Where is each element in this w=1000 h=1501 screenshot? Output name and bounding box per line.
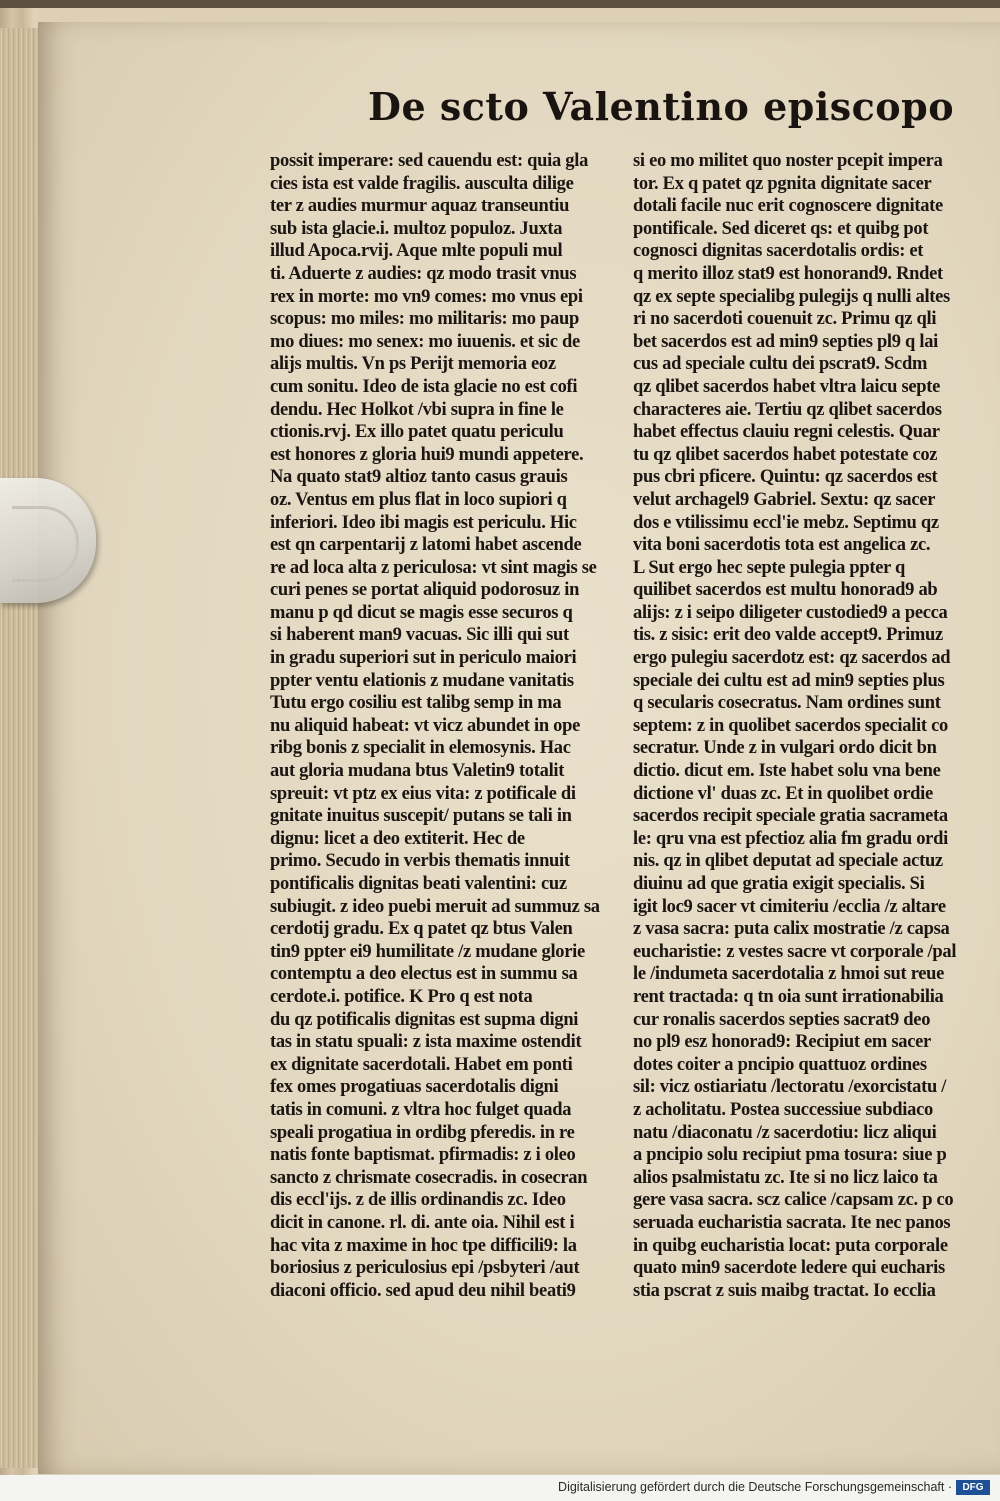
- text-line: septem: z in quolibet sacerdos specialit co: [633, 715, 948, 736]
- text-line: dos e vtilissimu eccl'ie mebz. Septimu qz: [633, 512, 939, 533]
- footer-bar: [0, 1475, 1000, 1501]
- text-line: possit imperare: sed cauendu est: quia gla: [270, 151, 589, 171]
- text-line: quato min9 sacerdote ledere qui eucharis: [633, 1258, 945, 1279]
- text-line: dicit in canone. rl. di. ante oia. Nihil est i: [270, 1212, 575, 1233]
- text-line: re ad loca alta z periculosa: vt sint magis se: [270, 557, 597, 578]
- book-page: [38, 22, 1000, 1474]
- text-line: secratur. Unde z in vulgari ordo dicit bn: [633, 738, 937, 759]
- text-line: primo. Secudo in verbis thematis innuit: [270, 851, 570, 872]
- text-line: alijs: z i seipo diligeter custodied9 a pecca: [633, 602, 948, 623]
- text-line: cerdotij gradu. Ex q patet qz btus Valen: [270, 919, 573, 940]
- text-line: q secularis cosecratus. Nam ordines sunt: [633, 693, 941, 714]
- text-line: aut gloria mudana btus Valetin9 totalit: [270, 761, 565, 782]
- book-spread: [0, 8, 1000, 1478]
- text-line: pontificalis dignitas beati valentini: cuz: [270, 874, 567, 894]
- text-line: scopus: mo miles: mo militaris: mo paup: [270, 309, 579, 330]
- text-line: alijs multis. Vn ps Perijt memoria eoz: [270, 354, 556, 375]
- right-text-column: [633, 150, 978, 1302]
- text-line: nis. qz in qlibet deputat ad speciale actuz: [633, 851, 943, 872]
- text-line: cognosci dignitas sacerdotalis ordis: et: [633, 241, 924, 262]
- text-line: pus cbri pficere. Quintu: qz sacerdos est: [633, 467, 938, 488]
- text-line: si eo mo militet quo noster pcepit impera: [633, 151, 943, 171]
- text-line: tas in statu spuali: z ista maxime ostendit: [270, 1032, 582, 1053]
- text-line: cur ronalis sacerdos septies sacrat9 deo: [633, 1009, 931, 1030]
- text-line: q merito illoz stat9 est honorand9. Rndet: [633, 263, 943, 284]
- text-line: seruada eucharistia sacrata. Ite nec panos: [633, 1212, 951, 1233]
- text-line: est honores z gloria hui9 mundi appetere.: [270, 444, 584, 465]
- text-line: ex dignitate sacerdotali. Habet em ponti: [270, 1054, 573, 1075]
- text-line: in quibg eucharistia locat: puta corporale: [633, 1235, 948, 1256]
- text-line: du qz potificalis dignitas est supma digni: [270, 1009, 579, 1030]
- text-line: speciale dei cultu est ad min9 septies plus: [633, 670, 945, 691]
- text-line: habet effectus clauiu regni celestis. Quar: [633, 422, 940, 443]
- text-line: sacerdos recipit speciale gratia sacrameta: [633, 806, 948, 827]
- running-title: De scto Valentino episcopo: [368, 84, 955, 129]
- text-line: tin9 ppter ei9 humilitate /z mudane glorie: [270, 941, 585, 962]
- text-line: dotes coiter a pncipio quattuoz ordines: [633, 1054, 927, 1075]
- text-line: natu /diaconatu /z sacerdotiu: licz aliqui: [633, 1122, 937, 1143]
- text-line: inferiori. Ideo ibi magis est periculu. Hic: [270, 512, 577, 533]
- text-line: no pl9 esz honorad9: Recipiut em sacer: [633, 1032, 931, 1053]
- text-line: z acholitatu. Postea successiue subdiaco: [633, 1099, 933, 1120]
- text-line: bet sacerdos est ad min9 septies pl9 q lai: [633, 331, 938, 352]
- text-line: sub ista glacie.i. multoz populoz. Juxta: [270, 218, 563, 239]
- text-line: qz ex septe specialibg pulegijs q nulli altes: [633, 286, 950, 307]
- text-line: diuinu ad que gratia exigit specialis. Si: [633, 874, 925, 894]
- text-line: si haberent man9 vacuas. Sic illi qui sut: [270, 625, 569, 646]
- text-line: tis. z sisic: erit deo valde accept9. Primuz: [633, 625, 943, 646]
- text-line: subiugit. z ideo puebi meruit ad summuz sa: [270, 896, 600, 917]
- text-line: ti. Aduerte z audies: qz modo trasit vnus: [270, 263, 577, 284]
- funding-notice: Digitalisierung gefördert durch die Deutsche Forschungsgemeinschaft ·: [558, 1480, 952, 1494]
- text-line: curi penes se portat aliquid podorosuz in: [270, 580, 580, 601]
- text-line: velut archagel9 Gabriel. Sextu: qz sacer: [633, 489, 936, 510]
- text-line: in gradu superiori sut in periculo maiori: [270, 648, 577, 669]
- text-line: characteres aie. Tertiu qz qlibet sacerdos: [633, 399, 942, 420]
- text-line: pontificale. Sed diceret qs: et quibg pot: [633, 218, 929, 239]
- text-line: est qn carpentarij z latomi habet ascende: [270, 535, 582, 556]
- text-line: le: qru vna est pfectioz alia fm gradu ordi: [633, 828, 948, 849]
- page-edges: [0, 28, 40, 1468]
- text-line: rent tractada: q tn oia sunt irrationabilia: [633, 986, 944, 1007]
- text-line: rex in morte: mo vn9 comes: mo vnus epi: [270, 286, 583, 307]
- text-line: cum sonitu. Ideo de ista glacie no est cofi: [270, 376, 578, 397]
- text-line: a pncipio solu recipiut pma tosura: siue p: [633, 1145, 947, 1166]
- text-line: tor. Ex q patet qz pgnita dignitate sacer: [633, 173, 932, 194]
- text-line: dignu: licet a deo extiterit. Hec de: [270, 828, 525, 849]
- text-line: fex omes progatiuas sacerdotalis digni: [270, 1077, 559, 1098]
- text-line: sancto z chrismate cosecradis. in cosecran: [270, 1167, 588, 1188]
- text-line: ter z audies murmur aquaz transeuntiu: [270, 196, 570, 217]
- text-line: ribg bonis z specialit in elemosynis. Hac: [270, 738, 571, 759]
- text-line: stia pscrat z suis maibg tractat. Io ecclia: [633, 1280, 936, 1301]
- text-line: vita boni sacerdotis tota est angelica zc.: [633, 535, 931, 556]
- text-line: tu qz qlibet sacerdos habet potestate coz: [633, 444, 938, 465]
- text-line: speali progatiua in ordibg pferedis. in re: [270, 1122, 575, 1143]
- text-line: cies ista est valde fragilis. ausculta dilige: [270, 173, 574, 194]
- text-line: eucharistie: z vestes sacre vt corporale /pal: [633, 941, 957, 962]
- text-line: igit loc9 sacer vt cimiteriu /ecclia /z altare: [633, 896, 946, 917]
- text-line: boriosius z periculosius epi /psbyteri /aut: [270, 1258, 580, 1279]
- left-text-column: [270, 150, 615, 1302]
- text-line: dendu. Hec Holkot /vbi supra in fine le: [270, 399, 564, 420]
- text-line: nu aliquid habeat: vt vicz abundet in ope: [270, 715, 580, 736]
- text-line: gnitate inuitus suscepit/ putans se tali in: [270, 806, 572, 827]
- text-line: Na quato stat9 altioz tanto casus grauis: [270, 467, 568, 488]
- text-line: illud Apoca.rvij. Aque mlte populi mul: [270, 241, 563, 262]
- text-line: manu p qd dicut se magis esse securos q: [270, 602, 573, 623]
- text-line: dictione vl' duas zc. Et in quolibet ordie: [633, 783, 933, 804]
- text-line: Tutu ergo cosiliu est talibg semp in ma: [270, 693, 562, 714]
- paper-clip-loop: [12, 506, 79, 582]
- text-line: quilibet sacerdos est multu honorad9 ab: [633, 580, 938, 601]
- dfg-logo: DFG: [956, 1480, 990, 1495]
- text-line: ri no sacerdoti couenuit zc. Primu qz qli: [633, 309, 937, 330]
- text-line: contemptu a deo electus est in summu sa: [270, 964, 578, 985]
- text-line: dis eccl'ijs. z de illis ordinandis zc. Ideo: [270, 1190, 566, 1211]
- text-line: cerdote.i. potifice. K Pro q est nota: [270, 986, 533, 1007]
- text-line: spreuit: vt ptz ex eius vita: z potificale di: [270, 783, 576, 804]
- text-line: mo diues: mo senex: mo iuuenis. et sic de: [270, 331, 580, 352]
- text-line: alios psalmistatu zc. Ite si no licz laico ta: [633, 1167, 938, 1188]
- text-line: z vasa sacra: puta calix mostratie /z capsa: [633, 919, 950, 940]
- text-line: sil: vicz ostiariatu /lectoratu /exorcistatu /: [633, 1077, 947, 1098]
- text-line: ergo pulegiu sacerdotz est: qz sacerdos ad: [633, 648, 951, 669]
- text-line: cus ad speciale cultu dei pscrat9. Scdm: [633, 354, 928, 375]
- text-line: dictio. dicut em. Iste habet solu vna bene: [633, 761, 941, 782]
- text-line: ppter ventu elationis z mudane vanitatis: [270, 670, 574, 691]
- text-line: tatis in comuni. z vltra hoc fulget quada: [270, 1099, 572, 1120]
- text-line: le /indumeta sacerdotalia z hmoi sut reue: [633, 964, 945, 985]
- text-line: ctionis.rvj. Ex illo patet quatu periculu: [270, 422, 564, 443]
- text-line: hac vita z maxime in hoc tpe difficili9: la: [270, 1235, 577, 1256]
- text-line: qz qlibet sacerdos habet vltra laicu septe: [633, 376, 941, 397]
- text-line: diaconi officio. sed apud deu nihil beati9: [270, 1280, 576, 1301]
- text-line: gere vasa sacra. scz calice /capsam zc. p co: [633, 1190, 954, 1211]
- text-line: oz. Ventus em plus flat in loco supiori q: [270, 489, 567, 510]
- text-line: natis fonte baptismat. pfirmadis: z i oleo: [270, 1145, 576, 1166]
- text-line: dotali facile nuc erit cognoscere dignitate: [633, 196, 943, 217]
- text-line: L Sut ergo hec septe pulegia ppter q: [633, 557, 906, 578]
